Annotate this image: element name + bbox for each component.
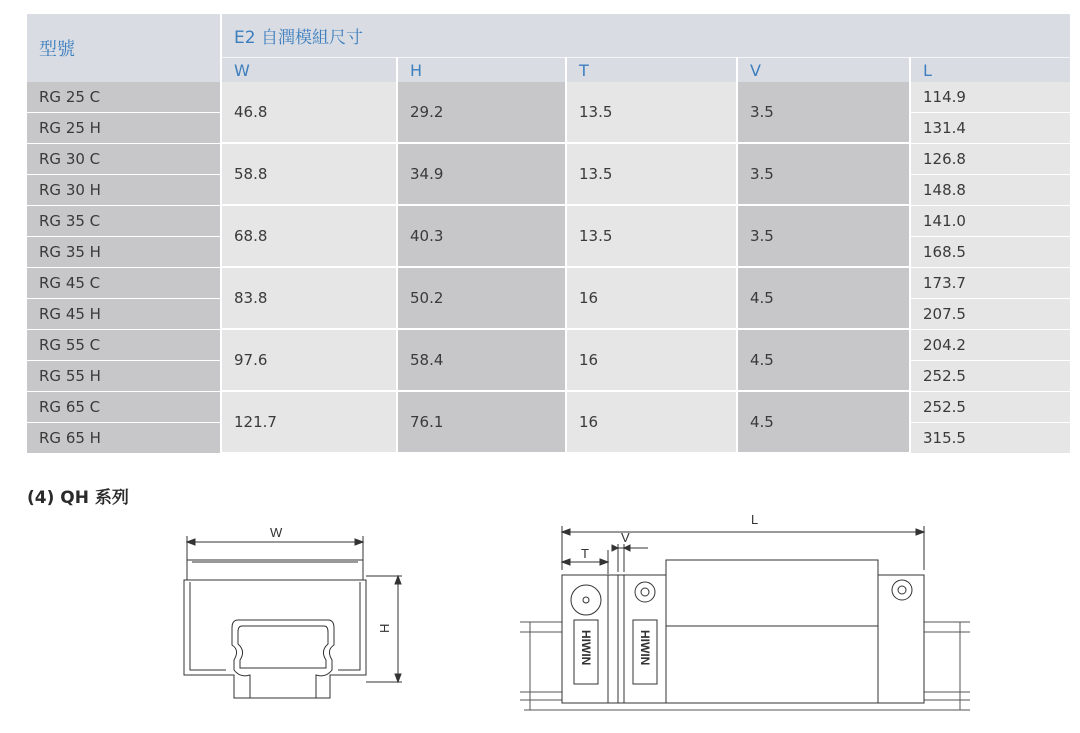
model-cell: RG 25 C — [27, 82, 220, 113]
column-header-l: L — [911, 57, 1070, 82]
value-cell-t: 16 — [567, 330, 736, 392]
model-cell: RG 25 H — [27, 113, 220, 144]
column-header-w: W — [222, 57, 396, 82]
value-cell-h: 34.9 — [398, 144, 565, 206]
value-cell-w: 58.8 — [222, 144, 396, 206]
side-t-label: T — [581, 546, 589, 561]
value-cell-h: 76.1 — [398, 392, 565, 454]
front-w-label: W — [270, 525, 283, 540]
value-cell-l: 315.5 — [911, 423, 1070, 454]
section-title: (4) QH 系列 — [27, 488, 129, 508]
value-cell-v: 4.5 — [738, 268, 909, 330]
front-h-label: H — [377, 623, 392, 633]
side-v-label: V — [621, 530, 630, 545]
value-cell-t: 13.5 — [567, 82, 736, 144]
value-cell-t: 13.5 — [567, 206, 736, 268]
value-cell-l: 207.5 — [911, 299, 1070, 330]
dimension-table — [27, 14, 1060, 458]
column-header-v: V — [738, 57, 909, 82]
column-header-h: H — [398, 57, 565, 82]
value-cell-l: 148.8 — [911, 175, 1070, 206]
value-cell-v: 3.5 — [738, 206, 909, 268]
model-cell: RG 30 H — [27, 175, 220, 206]
brand-logo-2: HIWIN — [638, 630, 652, 666]
value-cell-l: 252.5 — [911, 361, 1070, 392]
value-cell-l: 204.2 — [911, 330, 1070, 361]
side-l-label: L — [751, 512, 759, 527]
model-cell: RG 55 C — [27, 330, 220, 361]
value-cell-w: 121.7 — [222, 392, 396, 454]
value-cell-h: 50.2 — [398, 268, 565, 330]
value-cell-w: 46.8 — [222, 82, 396, 144]
value-cell-l: 168.5 — [911, 237, 1070, 268]
side-view-diagram — [520, 510, 970, 725]
model-cell: RG 65 H — [27, 423, 220, 454]
group-header: E2 自潤模組尺寸 — [222, 14, 1070, 57]
value-cell-w: 83.8 — [222, 268, 396, 330]
model-cell: RG 35 H — [27, 237, 220, 268]
value-cell-h: 40.3 — [398, 206, 565, 268]
value-cell-v: 3.5 — [738, 144, 909, 206]
value-cell-t: 16 — [567, 392, 736, 454]
value-cell-h: 58.4 — [398, 330, 565, 392]
model-cell: RG 30 C — [27, 144, 220, 175]
value-cell-w: 68.8 — [222, 206, 396, 268]
model-cell: RG 55 H — [27, 361, 220, 392]
value-cell-l: 114.9 — [911, 82, 1070, 113]
model-cell: RG 65 C — [27, 392, 220, 423]
value-cell-l: 126.8 — [911, 144, 1070, 175]
front-view-diagram — [170, 520, 420, 720]
model-cell: RG 45 H — [27, 299, 220, 330]
model-cell: RG 35 C — [27, 206, 220, 237]
value-cell-t: 13.5 — [567, 144, 736, 206]
value-cell-h: 29.2 — [398, 82, 565, 144]
value-cell-v: 3.5 — [738, 82, 909, 144]
value-cell-l: 252.5 — [911, 392, 1070, 423]
value-cell-l: 131.4 — [911, 113, 1070, 144]
value-cell-v: 4.5 — [738, 392, 909, 454]
value-cell-t: 16 — [567, 268, 736, 330]
model-header: 型號 — [27, 14, 220, 82]
value-cell-l: 173.7 — [911, 268, 1070, 299]
value-cell-w: 97.6 — [222, 330, 396, 392]
value-cell-v: 4.5 — [738, 330, 909, 392]
column-header-t: T — [567, 57, 736, 82]
model-cell: RG 45 C — [27, 268, 220, 299]
brand-logo-1: HIWIN — [579, 630, 593, 666]
value-cell-l: 141.0 — [911, 206, 1070, 237]
